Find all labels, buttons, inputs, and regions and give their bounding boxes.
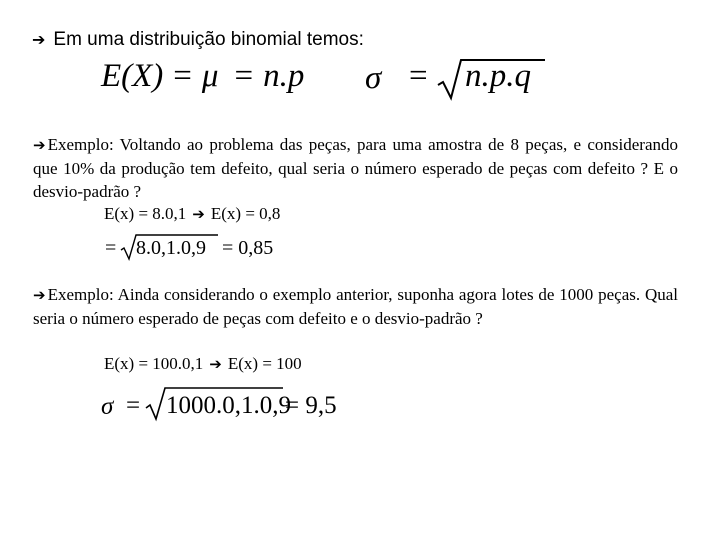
example2-sd-radicand: 1000.0,1.0,9 (166, 392, 291, 419)
example2-calc-right: E(x) = 100 (227, 354, 302, 373)
example2-sd-eq: = (126, 392, 141, 419)
example2-calc-left: E(x) = 100.0,1 (104, 354, 204, 373)
intro-heading-text: Em uma distribuição binomial temos: (53, 29, 364, 50)
example1-calc (104, 204, 280, 224)
mean-formula-eq2: = (234, 58, 254, 94)
example2-sd-result: = 9,5 (285, 392, 337, 419)
sd-formula-sigma: σ (365, 60, 382, 96)
example1-calc-right: E(x) = 0,8 (210, 204, 281, 223)
mean-formula-lhs: E(X) (101, 58, 164, 94)
arrow-right-icon: ➔ (209, 355, 222, 373)
example2-text: Exemplo: Ainda considerando o exemplo anterior, suponha agora lotes de 1000 peças. Qual seria o número esperado de peças com defeito e o desvio-padrão ? (33, 285, 678, 328)
sd-formula-radicand: n.p.q (465, 58, 531, 94)
arrow-right-icon: ➔ (32, 30, 46, 49)
example2-sd-sigma: σ (101, 393, 114, 420)
example2-paragraph (33, 283, 678, 330)
example1-calc-left: E(x) = 8.0,1 (104, 204, 187, 223)
example1-text: Exemplo: Voltando ao problema das peças, para uma amostra de 8 peças, e considerando que 10% da produção tem defeito, qual seria o número esperado de peças com defeito ? E o desvio-padrão ? (33, 135, 678, 201)
arrow-right-icon: ➔ (33, 286, 46, 304)
example2-calc (104, 354, 302, 374)
example1-sd-radicand: 8.0,1.0,9 (136, 237, 206, 259)
mean-formula-rhs: n.p (263, 58, 305, 94)
example1-sd-result: = 0,85 (222, 237, 274, 259)
mean-formula (101, 58, 304, 95)
mean-formula-mu: μ (201, 58, 219, 94)
arrow-right-icon: ➔ (192, 205, 205, 223)
example1-sd-eq: = (105, 237, 117, 259)
intro-heading (32, 29, 364, 51)
mean-formula-eq1: = (173, 58, 192, 94)
sd-formula-eq: = (409, 58, 428, 94)
arrow-right-icon: ➔ (33, 136, 46, 154)
example1-paragraph (33, 133, 678, 203)
